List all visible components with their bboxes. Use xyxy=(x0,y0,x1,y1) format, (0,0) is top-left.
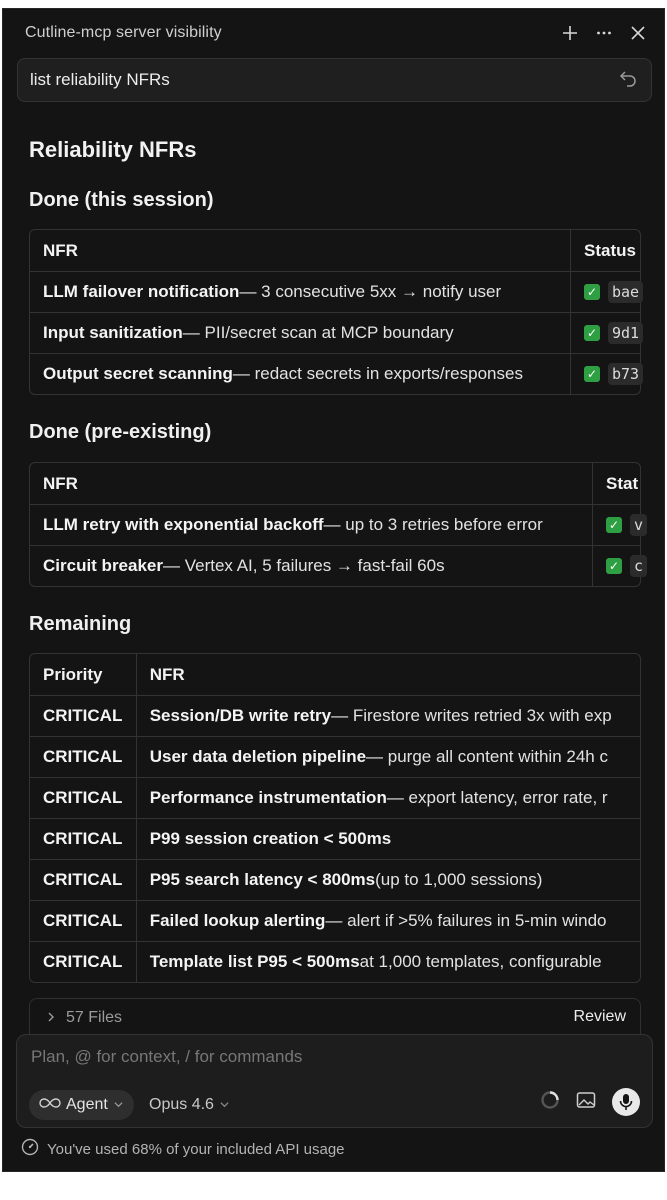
priority-cell: CRITICAL xyxy=(43,706,123,725)
nfr-name: Failed lookup alerting xyxy=(149,911,326,930)
table-row xyxy=(30,818,640,859)
table-row xyxy=(30,312,640,353)
changed-files-bar[interactable] xyxy=(29,998,641,1036)
table-row xyxy=(30,353,640,394)
nfr-name: Input sanitization xyxy=(43,323,183,342)
table-done-session xyxy=(29,229,641,395)
priority-cell: CRITICAL xyxy=(43,788,123,807)
col-nfr: NFR xyxy=(43,473,78,493)
table-remaining xyxy=(29,653,641,983)
table-row xyxy=(30,736,640,777)
col-nfr: NFR xyxy=(43,240,78,260)
usage-notice xyxy=(21,1138,345,1160)
panel-title: Cutline-mcp server visibility xyxy=(25,24,222,41)
section-title-remaining: Remaining xyxy=(29,613,132,635)
model-selector[interactable] xyxy=(149,1096,229,1114)
table-row xyxy=(30,504,644,545)
chevron-right-icon[interactable] xyxy=(46,1009,56,1027)
microphone-icon[interactable] xyxy=(612,1088,640,1116)
check-icon: ✓ xyxy=(606,558,622,574)
nfr-name: Performance instrumentation xyxy=(149,788,387,807)
composer-tools xyxy=(540,1088,640,1116)
query-text: list reliability NFRs xyxy=(30,70,170,89)
table-header xyxy=(30,463,640,504)
nfr-name: P99 session creation < 500ms xyxy=(149,829,392,848)
nfr-desc: — purge all content within 24h c xyxy=(366,747,608,766)
priority-cell: CRITICAL xyxy=(43,911,123,930)
undo-icon[interactable] xyxy=(619,69,637,92)
table-row xyxy=(30,545,644,586)
report-title: Reliability NFRs xyxy=(29,137,197,162)
table-done-preexisting xyxy=(29,462,644,587)
nfr-name: LLM retry with exponential backoff xyxy=(43,515,324,534)
infinity-icon xyxy=(40,1096,60,1114)
chevron-down-icon xyxy=(220,1096,229,1114)
table-row xyxy=(30,271,640,312)
nfr-desc: — export latency, error rate, r xyxy=(386,788,608,807)
nfr-desc: — 3 consecutive 5xx → notify user xyxy=(239,282,502,301)
image-icon[interactable] xyxy=(576,1091,596,1114)
nfr-desc: — up to 3 retries before error xyxy=(323,515,543,534)
loading-spinner-icon xyxy=(540,1090,560,1115)
priority-cell: CRITICAL xyxy=(43,829,123,848)
table-header xyxy=(30,230,640,271)
nfr-name: Template list P95 < 500ms xyxy=(149,952,360,971)
review-button[interactable]: Review xyxy=(573,1008,626,1025)
table-row xyxy=(30,695,640,736)
model-label: Opus 4.6 xyxy=(149,1096,214,1113)
nfr-name: LLM failover notification xyxy=(43,282,240,301)
commit-hash: c xyxy=(630,555,647,577)
composer[interactable] xyxy=(16,1034,653,1128)
priority-cell: CRITICAL xyxy=(43,747,123,766)
commit-hash: 9d1 xyxy=(608,322,643,344)
nfr-desc: — Vertex AI, 5 failures → fast-fail 60s xyxy=(163,556,445,575)
gauge-icon xyxy=(21,1138,39,1160)
table-row xyxy=(30,941,640,982)
files-count: 57 Files xyxy=(66,1008,123,1026)
commit-hash: v xyxy=(630,514,647,536)
nfr-name: Circuit breaker xyxy=(43,556,163,575)
check-icon: ✓ xyxy=(606,517,622,533)
section-title-done-preexisting: Done (pre-existing) xyxy=(29,421,212,443)
agent-mode-label: Agent xyxy=(66,1096,108,1113)
nfr-desc: — redact secrets in exports/responses xyxy=(232,364,523,383)
nfr-name: Session/DB write retry xyxy=(149,706,332,725)
title-actions xyxy=(558,21,650,45)
table-header xyxy=(30,654,640,695)
close-icon[interactable] xyxy=(626,21,650,45)
composer-input[interactable]: Plan, @ for context, / for commands xyxy=(31,1047,303,1066)
nfr-desc: — alert if >5% failures in 5-min windo xyxy=(325,911,607,930)
col-status: Status xyxy=(570,230,640,271)
nfr-name: User data deletion pipeline xyxy=(149,747,367,766)
plus-icon[interactable] xyxy=(558,21,582,45)
table-row xyxy=(30,900,640,941)
nfr-desc: — Firestore writes retried 3x with exp xyxy=(331,706,612,725)
check-icon: ✓ xyxy=(584,366,600,382)
priority-cell: CRITICAL xyxy=(43,952,123,971)
nfr-name: P95 search latency < 800ms xyxy=(149,870,376,889)
check-icon: ✓ xyxy=(584,325,600,341)
more-icon[interactable] xyxy=(592,21,616,45)
section-title-done-session: Done (this session) xyxy=(29,189,214,211)
nfr-desc: — PII/secret scan at MCP boundary xyxy=(182,323,454,342)
priority-cell: CRITICAL xyxy=(43,870,123,889)
chevron-down-icon xyxy=(114,1096,123,1114)
title-bar xyxy=(3,9,664,57)
check-icon: ✓ xyxy=(584,284,600,300)
query-bubble[interactable] xyxy=(17,58,652,102)
table-row xyxy=(30,859,640,900)
commit-hash: b73 xyxy=(608,363,643,385)
agent-mode-selector[interactable] xyxy=(29,1090,134,1120)
usage-text: You've used 68% of your included API usage xyxy=(47,1140,345,1158)
commit-hash: bae xyxy=(608,281,643,303)
col-status: Stat xyxy=(592,463,640,504)
agent-panel xyxy=(2,8,665,1172)
nfr-desc: at 1,000 templates, configurable xyxy=(359,952,602,971)
nfr-name: Output secret scanning xyxy=(43,364,233,383)
table-row xyxy=(30,777,640,818)
nfr-desc: (up to 1,000 sessions) xyxy=(375,870,543,889)
col-nfr: NFR xyxy=(136,654,640,695)
col-priority: Priority xyxy=(43,664,103,684)
